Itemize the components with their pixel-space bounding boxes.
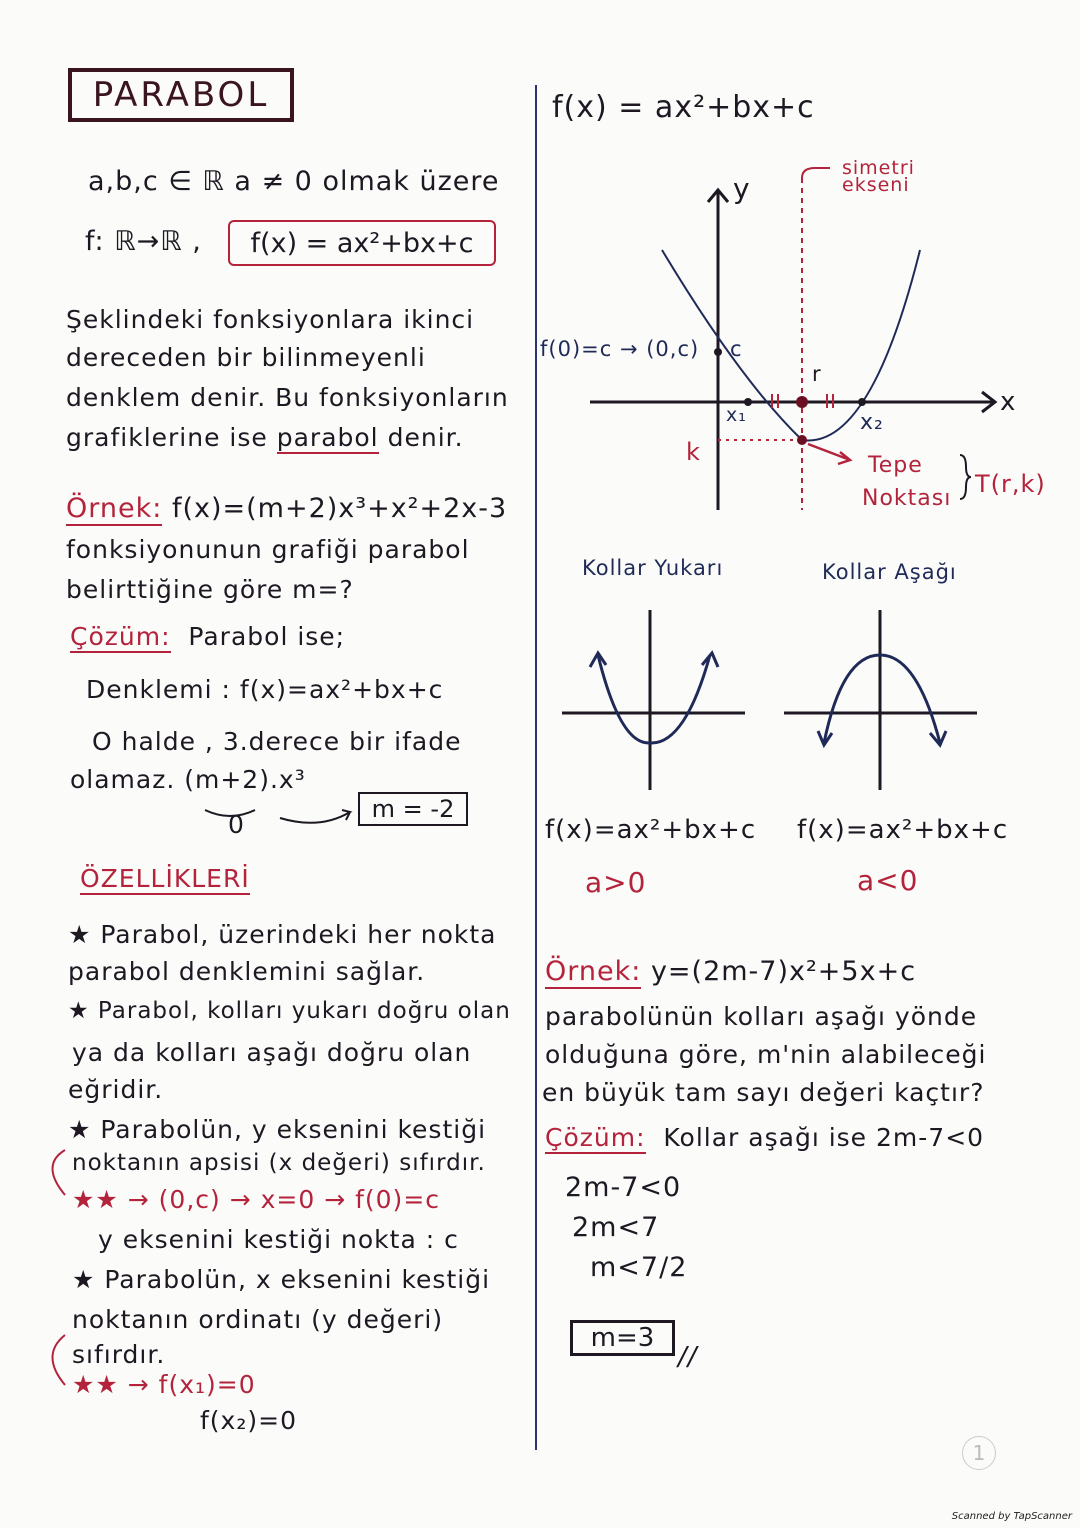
arrow-icon [200,800,360,830]
x-axis-label: x [1000,387,1017,417]
arms-down-formula: f(x)=ax²+bx+c [797,815,1009,845]
property-line: ★★ → (0,c) → x=0 → f(0)=c [72,1185,441,1214]
solution-step: 2m<7 [572,1212,660,1243]
y-axis-label: y [733,172,751,205]
paragraph-text: grafiklerine ise [66,423,268,452]
definition-formula-box: f(x) = ax²+bx+c [228,220,496,266]
property-line: f(x₂)=0 [200,1406,297,1435]
vertex-label-2: Noktası [862,486,952,511]
k-label: k [686,438,701,466]
property-line: ★★ → f(x₁)=0 [72,1370,256,1399]
property-line: ★ Parabolün, y eksenini kestiği [68,1115,487,1144]
property-line: parabol denklemini sağlar. [68,957,426,986]
example-line-2: fonksiyonunun grafiği parabol [66,535,470,564]
arms-up-title: Kollar Yukarı [582,556,724,580]
x1-label: x₁ [726,404,747,426]
vertex-coordinate: T(r,k) [975,470,1046,498]
solution-line-1 [70,622,345,651]
symmetry-axis-label: simetri ekseni [842,157,915,196]
solution-line-2: Denklemi : f(x)=ax²+bx+c [86,675,444,704]
property-line: y eksenini kestiği nokta : c [98,1225,459,1254]
vertex-label-1: Tepe [868,453,923,478]
paragraph-line: dereceden bir bilinmeyenli [66,343,426,372]
arms-up-formula: f(x)=ax²+bx+c [545,815,757,845]
x2-label: x₂ [860,410,884,435]
column-divider [535,85,537,1450]
example2-solution-label: Çözüm: [545,1123,646,1152]
solution-line-4: olamaz. (m+2).x³ [70,765,306,794]
page-number: 1 [962,1436,996,1470]
example2-answer-box: m=3 [570,1320,675,1356]
c-label: c [730,337,743,361]
solution-label: Çözüm: [70,622,171,651]
property-line: sıfırdır. [72,1340,166,1369]
r-label: r [812,362,822,386]
arms-down-title: Kollar Aşağı [822,560,957,584]
bracket-arrows-icon [35,1140,75,1400]
properties-title: ÖZELLİKLERİ [80,864,250,893]
example-label: Örnek: [66,493,163,524]
arms-up-graph [560,605,760,795]
definition-line-2: f: ℝ→ℝ , [85,226,202,257]
solution-step: 2m-7<0 [565,1172,682,1203]
example2-line-3: olduğuna göre, m'nin alabileceği [545,1040,987,1069]
scanner-footer: Scanned by TapScanner [951,1511,1072,1522]
example2-label: Örnek: [545,956,642,987]
property-line: ★ Parabol, kolları yukarı doğru olan [68,998,511,1024]
paragraph-line [66,423,464,452]
y-intercept-label: f(0)=c → (0,c) [540,337,700,361]
example2-line-1 [545,956,916,987]
solution-text: Parabol ise; [188,622,346,651]
paragraph-line: denklem denir. Bu fonksiyonların [66,383,509,412]
solution-answer-box: m = -2 [358,792,468,826]
paragraph-end: denir. [387,423,464,452]
property-line: noktanın ordinatı (y değeri) [72,1305,444,1334]
solution-zero: 0 [228,810,245,839]
arms-up-condition: a>0 [585,866,647,899]
arms-down-graph [782,605,982,795]
page-title: PARABOL [68,68,294,122]
example2-formula: y=(2m-7)x²+5x+c [650,956,917,987]
example2-solution-text: Kollar aşağı ise 2m-7<0 [663,1123,985,1152]
example2-line-4: en büyük tam sayı değeri kaçtır? [542,1078,985,1107]
example2-solution-line [545,1123,984,1152]
answer-mark: // [678,1342,698,1372]
example-line-3: belirttiğine göre m=? [66,575,354,604]
paragraph-line: Şeklindeki fonksiyonlara ikinci [66,305,475,334]
general-formula: f(x) = ax²+bx+c [552,90,815,125]
solution-line-3: O halde , 3.derece bir ifade [92,727,462,756]
example-formula: f(x)=(m+2)x³+x²+2x-3 [171,493,508,524]
property-line: noktanın apsisi (x değeri) sıfırdır. [72,1150,486,1176]
example2-line-2: parabolünün kolları aşağı yönde [545,1002,978,1031]
arms-down-condition: a<0 [857,864,919,897]
solution-step: m<7/2 [590,1252,688,1283]
property-line: ★ Parabolün, x eksenini kestiği [72,1265,491,1294]
definition-line-1: a,b,c ∈ ℝ a ≠ 0 olmak üzere [88,166,500,197]
property-line: ★ Parabol, üzerindeki her nokta [68,920,497,949]
property-line: eğridir. [68,1075,164,1104]
property-line: ya da kolları aşağı doğru olan [72,1038,472,1067]
example-line-1 [66,493,507,524]
highlighted-word: parabol [276,423,379,452]
